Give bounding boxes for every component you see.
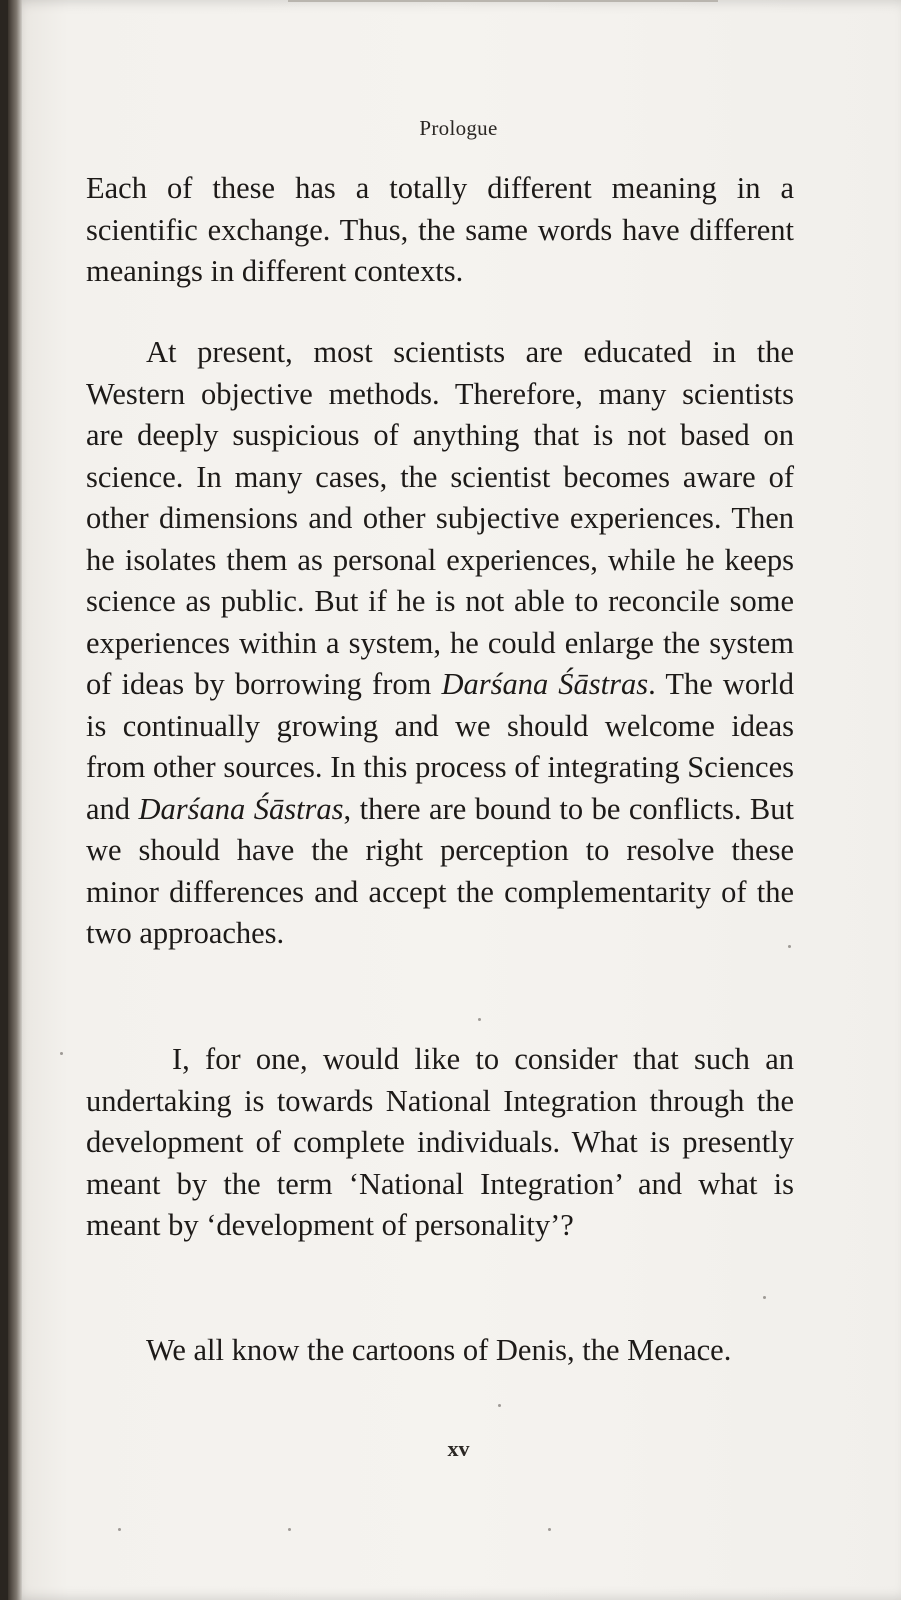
- top-page-edge: [288, 0, 718, 2]
- paper-speck: [763, 1296, 766, 1299]
- darsana-sastras-term-2: Darśana Śāstras: [138, 791, 344, 826]
- page-number: xv: [447, 1436, 470, 1461]
- paragraph-3-text: I, for one, would like to consider that such an undertaking is towards National Integration through the development of complete individuals. What is presently meant by the term ‘National Integration’ and what is meant by ‘development of personality’?: [86, 1042, 794, 1242]
- paragraph-3: [86, 1039, 794, 1247]
- paper-speck: [548, 1528, 551, 1531]
- paper-speck: [788, 945, 791, 948]
- paragraph-2-part-c: , there are bound to be conflicts. But we should have the right perception to resolve these minor differences and accept the complementarity of the two approaches.: [86, 791, 794, 950]
- paragraph-4-text: We all know the cartoons of Denis, the Menace.: [146, 1333, 732, 1367]
- paper-speck: [288, 1528, 291, 1531]
- page-gutter-shadow: [8, 0, 22, 1600]
- paragraph-4: [86, 1330, 794, 1372]
- running-head: Prologue: [419, 116, 498, 140]
- paragraph-2-part-a: At present, most scientists are educated in the Western objective methods. Therefore, many scientists are deeply suspicious of anything that is not based on science. In many cases, the scientist becomes aware of other dimensions and other subjective experiences. Then he isolates them as personal experiences, while he keeps science as public. But if he is not able to reconcile some experiences within a system, he could enlarge the system of ideas by borrowing from: [86, 335, 794, 701]
- paragraph-2-text: [86, 332, 794, 955]
- paper-speck: [478, 1018, 481, 1021]
- paper-speck: [60, 1052, 63, 1055]
- paragraph-1: [86, 168, 794, 293]
- paragraph-2-part-b: . The world is continually growing and we should welcome ideas from other sources. In this process of integrating Sciences and: [86, 667, 794, 826]
- darsana-sastras-term-1: Darśana Śāstras: [441, 667, 649, 701]
- paper-speck: [498, 1404, 501, 1407]
- paper-speck: [118, 1528, 121, 1531]
- paragraph-1-text: Each of these has a totally different meaning in a scientific exchange. Thus, the same words have different meanings in different contexts.: [86, 171, 794, 288]
- paragraph-2: [86, 332, 794, 955]
- book-page: [8, 0, 901, 1600]
